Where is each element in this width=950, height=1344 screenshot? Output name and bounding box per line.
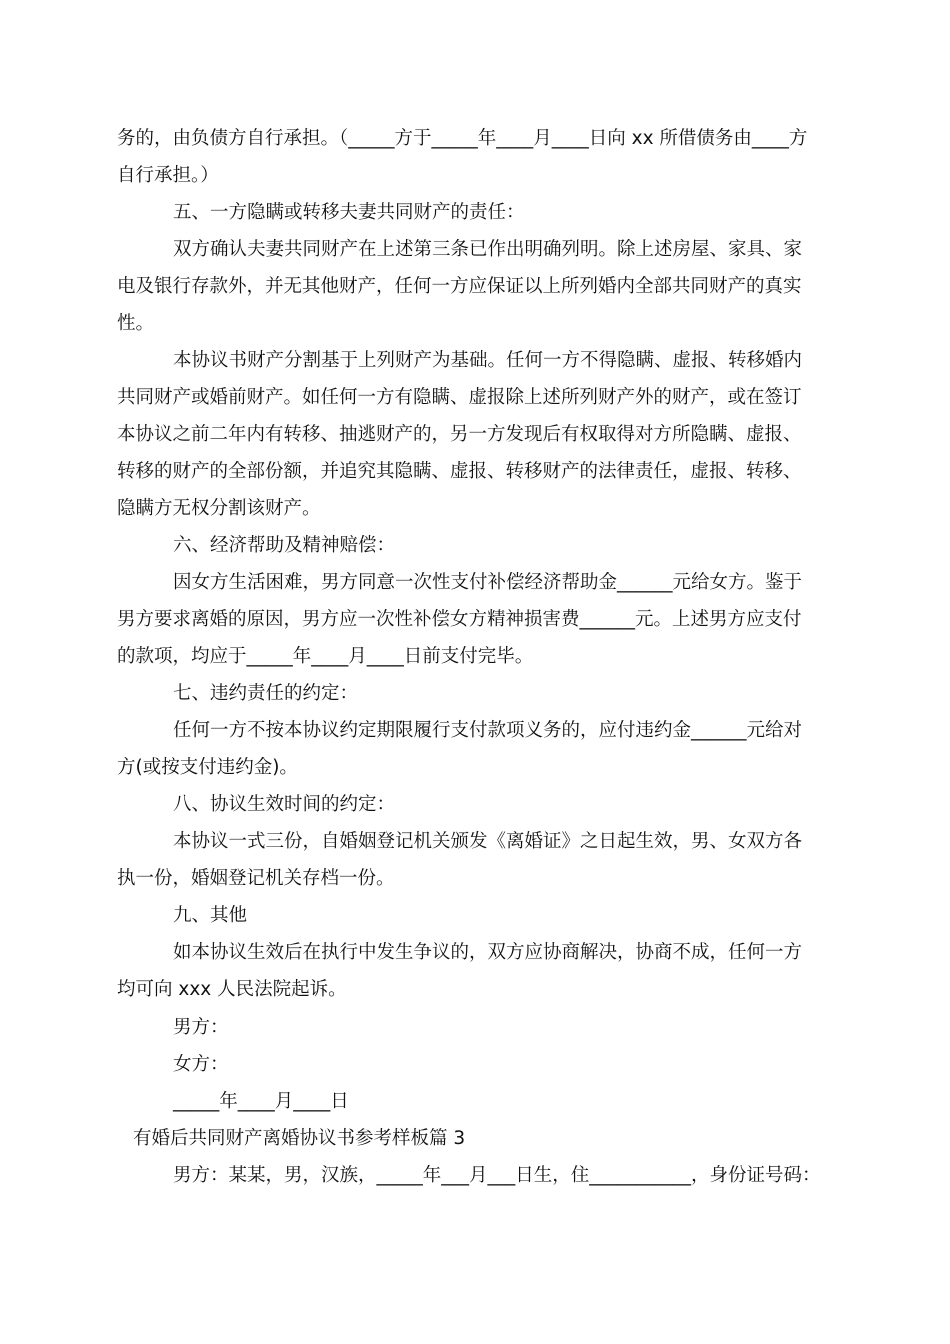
body-text-line: 因女方生活困难，男方同意一次性支付补偿经济帮助金______元给女方。鉴于: [173, 572, 803, 593]
body-text-line: 男方要求离婚的原因，男方应一次性补偿女方精神损害费______元。上述男方应支付: [117, 609, 802, 630]
body-text-line: 男方：某某，男，汉族，_____年___月___日生，住___________，身份证号码：: [173, 1165, 821, 1186]
body-text-line: 电及银行存款外，并无其他财产，任何一方应保证以上所列婚内全部共同财产的真实: [117, 276, 802, 297]
body-text-line: 如本协议生效后在执行中发生争议的，双方应协商解决，协商不成，任何一方: [173, 942, 803, 963]
body-text-line: 双方确认夫妻共同财产在上述第三条已作出明确列明。除上述房屋、家具、家: [173, 239, 803, 260]
body-text-line: 隐瞒方无权分割该财产。: [117, 498, 321, 519]
section-heading-9: 九、其他: [173, 905, 248, 926]
body-text-line: 务的，由负债方自行承担。（_____方于_____年____月____日向 xx 所借债务由____方: [117, 128, 808, 149]
signature-female-label: 女方：: [173, 1054, 229, 1075]
body-text-line: 本协议一式三份，自婚姻登记机关颁发《离婚证》之日起生效，男、女双方各: [173, 831, 803, 852]
body-text-line: 性。: [117, 313, 155, 334]
body-text-line: 本协议之前二年内有转移、抽逃财产的，另一方发现后有权取得对方所隐瞒、虚报、: [117, 424, 802, 445]
article-title: 有婚后共同财产离婚协议书参考样板篇 3: [133, 1128, 466, 1149]
body-text-line: 本协议书财产分割基于上列财产为基础。任何一方不得隐瞒、虚报、转移婚内: [173, 350, 803, 371]
body-text-line: 的款项，均应于_____年____月____日前支付完毕。: [117, 646, 534, 667]
body-text-line: 共同财产或婚前财产。如任何一方有隐瞒、虚报除上述所列财产外的财产，或在签订: [117, 387, 802, 408]
section-heading-8: 八、协议生效时间的约定：: [173, 794, 396, 815]
section-heading-5: 五、一方隐瞒或转移夫妻共同财产的责任：: [173, 202, 525, 223]
signature-male-label: 男方：: [173, 1017, 229, 1038]
body-text-line: 方(或按支付违约金)。: [117, 757, 298, 778]
section-heading-6: 六、经济帮助及精神赔偿：: [173, 535, 396, 556]
signature-date-line: _____年____月____日: [173, 1091, 349, 1112]
body-text-line: 执一份，婚姻登记机关存档一份。: [117, 868, 395, 889]
body-text-line: 自行承担。）: [117, 165, 219, 186]
body-text-line: 转移的财产的全部份额，并追究其隐瞒、虚报、转移财产的法律责任，虚报、转移、: [117, 461, 802, 482]
body-text-line: 均可向 xxx 人民法院起诉。: [117, 979, 347, 1000]
section-heading-7: 七、违约责任的约定：: [173, 683, 359, 704]
body-text-line: 任何一方不按本协议约定期限履行支付款项义务的，应付违约金______元给对: [173, 720, 803, 741]
